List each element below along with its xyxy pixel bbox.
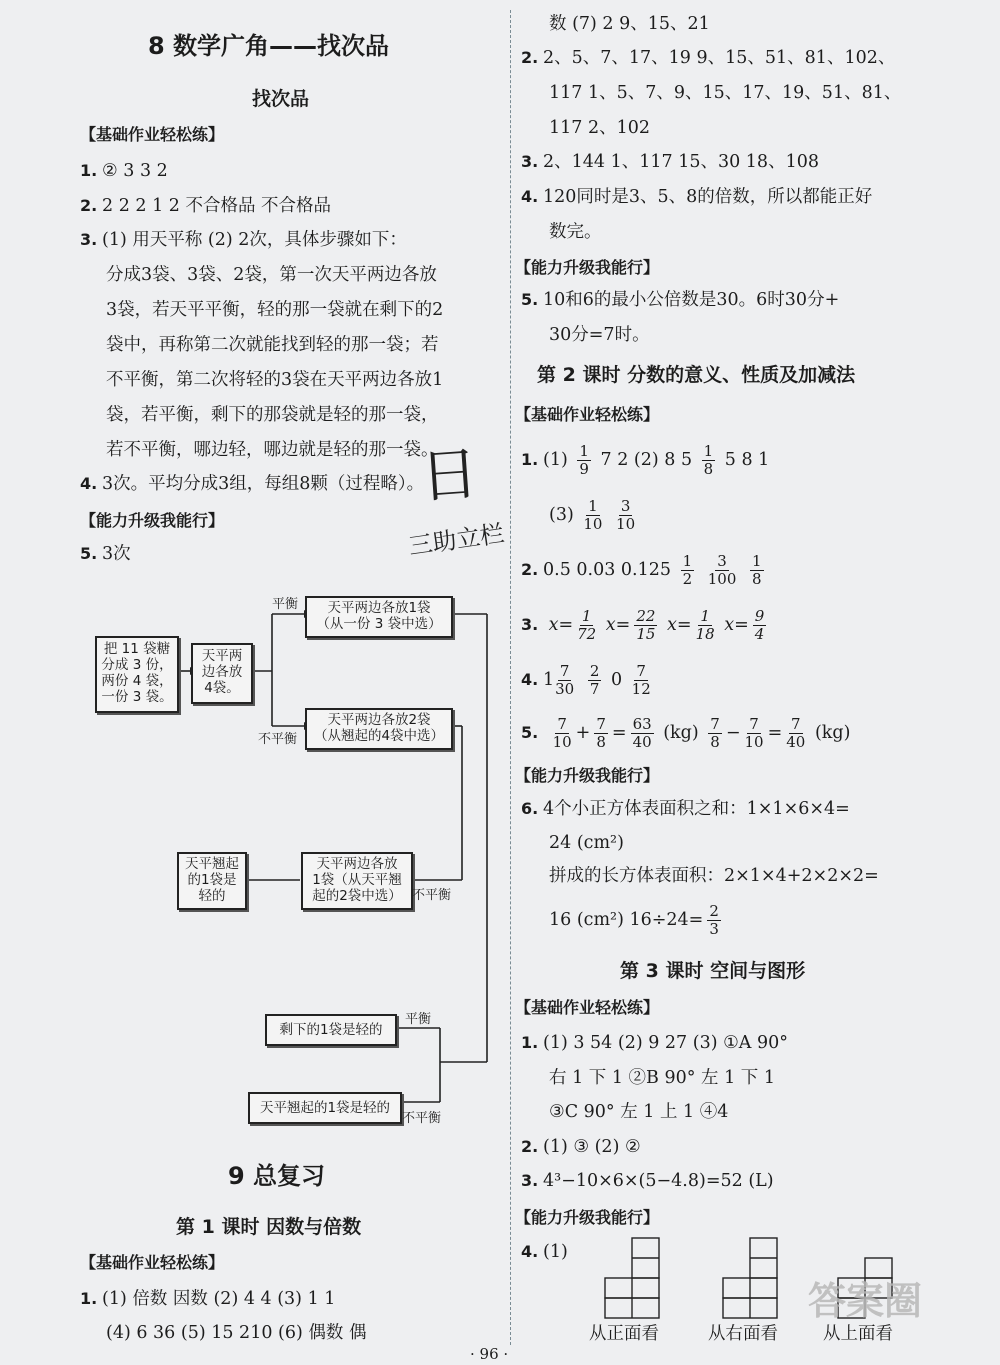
flow-balance-box: 天平两边各放1袋 （从一份 3 袋中选） [305, 596, 453, 638]
fraction-question-5: 5. $\frac{7}{10}$ + $\frac{7}{8}$ = $\frac{63}{40}$ (kg) $\frac{7}{8}$ − $\frac{7}{10}$ = $\frac{7}{40}$ (kg) [521, 715, 851, 751]
watermark-logo: 答案圈 [808, 1279, 923, 1323]
question-3-line: 不平衡，第二次将轻的3袋在天平两边各放1 [106, 370, 444, 390]
flow-start-box: 把 11 袋糖 分成 3 份， 两份 4 袋， 一份 3 袋。 [95, 636, 179, 713]
question-3: 3. (1) 用天平称 (2) 2次，具体步骤如下： [80, 230, 407, 250]
chapter9-title: 9 总复习 [228, 1162, 326, 1190]
space-question-1-line: ③C 90° 左 1 上 1 ④4 [549, 1102, 729, 1122]
flow-result-a-box: 天平翘起 的1袋是 轻的 [177, 852, 247, 910]
flow-result-b-box: 剩下的1袋是轻的 [265, 1014, 397, 1046]
basic-tag: 【基础作业轻松练】 [515, 405, 660, 424]
question-3-line: 袋中，再称第二次就能找到轻的那一袋；若 [106, 335, 439, 355]
review-question-1-line: (4) 6 36 (5) 15 210 (6) 偶数 偶 [106, 1323, 367, 1343]
view-label-top: 从上面看 [823, 1324, 893, 1344]
space-question-1-line: 右 1 下 1 ②B 90° 左 1 下 1 [549, 1068, 775, 1088]
flow-label-balance: 平衡 [272, 597, 299, 612]
view-label-front: 从正面看 [589, 1324, 659, 1344]
chapter-title: 8 数学广角——找次品 [148, 32, 390, 60]
fraction-question-2: 2. 0.5 0.03 0.125 $\frac{1}{2}$ $\frac{3}{100}$ $\frac{1}{8}$ [521, 552, 762, 588]
view-label-right: 从右面看 [708, 1324, 778, 1344]
space-question-3: 3. 4³−10×6×(5−4.8)=52 (L) [521, 1171, 774, 1191]
flow-result-c-box: 天平翘起的1袋是轻的 [248, 1092, 402, 1124]
fraction-question-1-line: (3) $\frac{1}{10}$ $\frac{3}{10}$ [549, 497, 636, 533]
review-question-2-line: 117 1、5、7、9、15、17、19、51、81、 [549, 83, 902, 103]
lesson2-title: 第 2 课时 分数的意义、性质及加减法 [537, 364, 856, 386]
section-title: 找次品 [252, 88, 310, 110]
space-question-2: 2. (1) ③ (2) ② [521, 1137, 641, 1157]
lesson3-title: 第 3 课时 空间与图形 [620, 960, 806, 982]
fraction-question-1: 1. (1) $\frac{1}{9}$ 7 2 (2) 8 5 $\frac{1}{8}$ 5 8 1 [521, 442, 770, 478]
lesson1-title: 第 1 课时 因数与倍数 [176, 1216, 362, 1238]
question-1: 1. ② 3 3 2 [80, 161, 168, 181]
ability-tag: 【能力升级我能行】 [515, 258, 660, 277]
question-2: 2. 2 2 2 1 2 不合格品 不合格品 [80, 196, 332, 216]
flow-step3-box: 天平两边各放 1袋（从天平翘 起的2袋中选） [301, 852, 413, 910]
flow-label-unbalance: 不平衡 [402, 1111, 442, 1126]
fraction-question-4: 4. 1 $\frac{7}{30}$ $\frac{2}{7}$ 0 $\frac{7}{12}$ [521, 662, 651, 698]
review-question-4: 4. 120同时是3、5、8的倍数，所以都能正好 [521, 187, 873, 207]
question-3-line: 分成3袋、3袋、2袋，第一次天平两边各放 [106, 265, 437, 285]
basic-tag: 【基础作业轻松练】 [80, 125, 225, 144]
question-3-line: 袋，若平衡，剩下的那袋就是轻的那一袋， [106, 405, 439, 425]
review-question-6-line: 24 (cm²) [549, 833, 624, 853]
fraction-question-3: 3. x= $\frac{1}{72}$ x= $\frac{22}{15}$ x= $\frac{1}{18}$ x= $\frac{9}{4}$ [521, 607, 765, 643]
space-question-1: 1. (1) 3 54 (2) 9 27 (3) ①A 90° [521, 1033, 789, 1053]
ability-tag: 【能力升级我能行】 [80, 511, 225, 530]
review-question-4-line: 数完。 [549, 222, 602, 242]
flow-unbalance-box: 天平两边各放2袋 （从翘起的4袋中选） [305, 708, 453, 750]
basic-tag-2: 【基础作业轻松练】 [80, 1253, 225, 1272]
page-number: · 96 · [470, 1345, 509, 1363]
question-5: 5. 3次 [80, 544, 131, 564]
review-question-5: 5. 10和6的最小公倍数是30。6时30分+ [521, 290, 840, 310]
ability-tag-2: 【能力升级我能行】 [515, 766, 660, 785]
question-3-line: 3袋，若天平平衡，轻的那一袋就在剩下的2 [106, 300, 444, 320]
continued-line: 数 (7) 2 9、15、21 [549, 14, 710, 34]
flow-label-balance: 平衡 [405, 1012, 432, 1027]
review-question-2: 2. 2、5、7、17、19 9、15、51、81、102、 [521, 48, 896, 68]
flow-step1-box: 天平两 边各放 4袋。 [191, 643, 253, 704]
review-question-1: 1. (1) 倍数 因数 (2) 4 4 (3) 1 1 [80, 1289, 336, 1309]
handwriting-mark: 日 [418, 439, 481, 511]
review-question-6: 6. 4个小正方体表面积之和：1×1×6×4= [521, 799, 850, 819]
handwriting-scribble: 三助立栏 [406, 519, 506, 561]
ability-tag-3: 【能力升级我能行】 [515, 1208, 660, 1227]
review-question-3: 3. 2、144 1、117 15、30 18、108 [521, 152, 819, 172]
review-question-2-line: 117 2、102 [549, 118, 651, 138]
space-question-4: 4. (1) [521, 1242, 568, 1262]
basic-tag-2: 【基础作业轻松练】 [515, 998, 660, 1017]
question-3-line: 若不平衡，哪边轻，哪边就是轻的那一袋。 [106, 440, 439, 460]
question-4: 4. 3次。平均分成3组，每组8颗（过程略）。 [80, 474, 425, 494]
flow-label-unbalance: 不平衡 [412, 888, 452, 903]
column-divider [510, 10, 511, 1345]
review-question-6-line: 拼成的长方体表面积：2×1×4+2×2×2= [549, 866, 879, 886]
flow-label-unbalance: 不平衡 [258, 732, 298, 747]
review-question-6-line: 16 (cm²) 16÷24= $\frac{2}{3}$ [549, 902, 719, 938]
review-question-5-line: 30分=7时。 [549, 325, 650, 345]
